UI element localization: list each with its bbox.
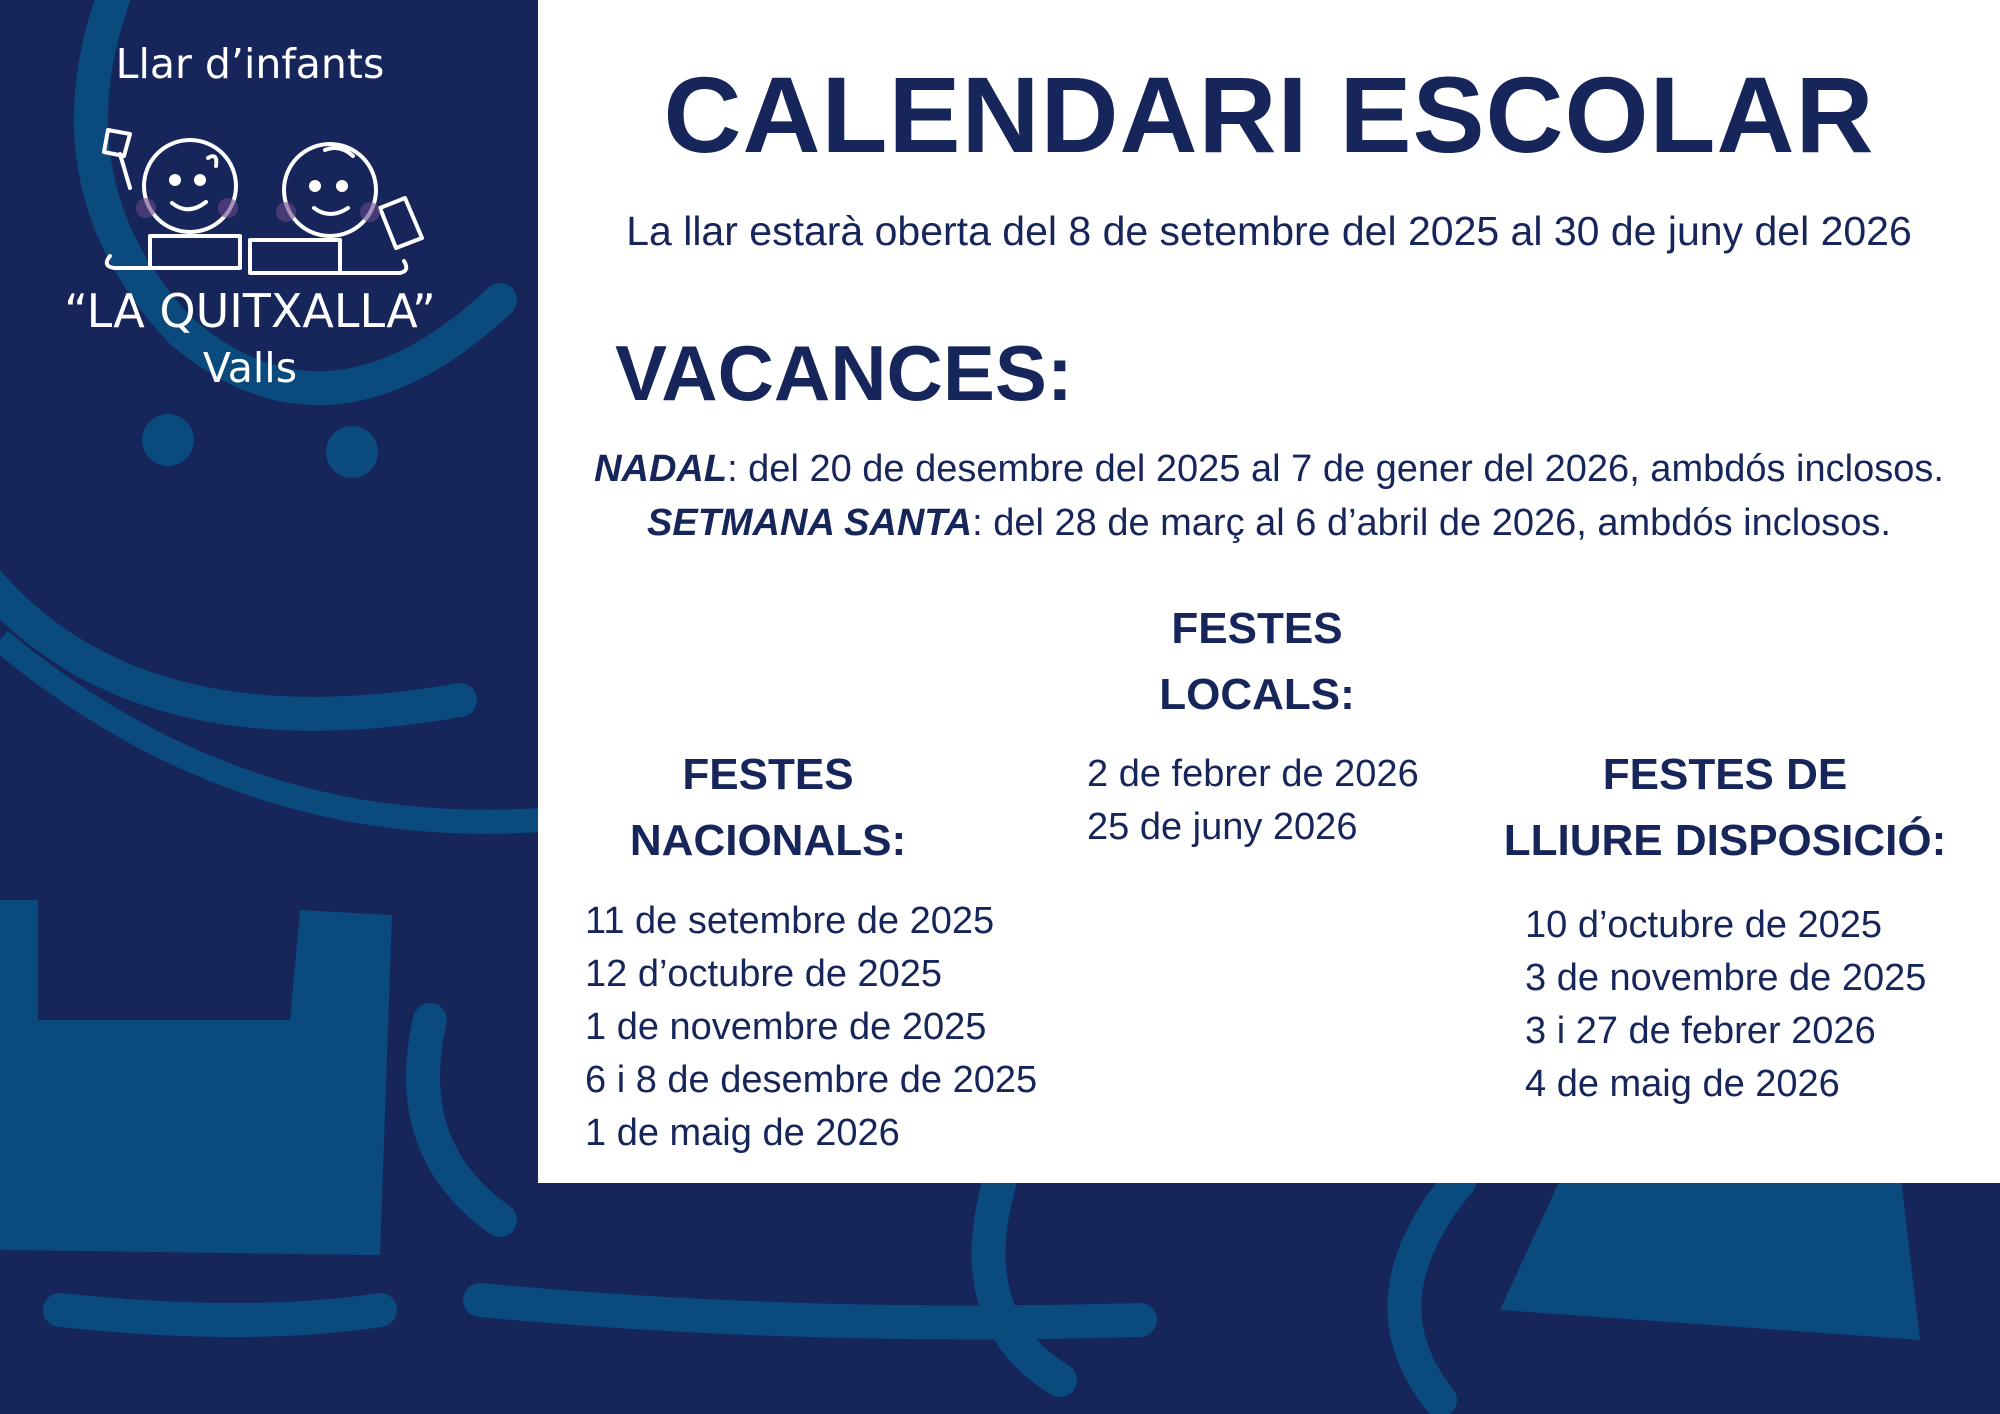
page-title: CALENDARI ESCOLAR [663, 54, 1875, 175]
heading-line: FESTES [1171, 604, 1343, 653]
logo-subtitle: Llar d’infants [115, 40, 385, 88]
festes-nacionals-list [585, 895, 1037, 1160]
list-item: 12 d’octubre de 2025 [585, 953, 943, 995]
festes-nacionals-heading [568, 742, 968, 874]
festes-locals-list [1087, 748, 1419, 854]
list-item: 1 de maig de 2026 [585, 1112, 900, 1154]
festes-lliure-heading [1470, 742, 1980, 874]
festes-locals-heading [1057, 596, 1457, 728]
vacances-line-setmana-santa [538, 502, 2000, 545]
list-item: 10 d’octubre de 2025 [1525, 904, 1883, 946]
page-subtitle: La llar estarà oberta del 8 de setembre del 2025 al 30 de juny del 2026 [626, 208, 1912, 254]
heading-line: LOCALS: [1159, 670, 1355, 719]
heading-line: FESTES DE [1602, 750, 1848, 799]
vacances-heading: VACANCES: [615, 329, 1073, 417]
two-babies-drawing-icon [100, 128, 430, 280]
heading-line: NACIONALS: [629, 816, 907, 865]
heading-line: LLIURE DISPOSICIÓ: [1503, 816, 1947, 865]
heading-line: FESTES [682, 750, 854, 799]
list-item: 25 de juny 2026 [1087, 806, 1358, 848]
list-item: 4 de maig de 2026 [1525, 1063, 1840, 1105]
logo-name: “LA QUITXALLA” [64, 284, 436, 338]
festes-lliure-list [1525, 899, 1926, 1111]
list-item: 2 de febrer de 2026 [1087, 753, 1419, 795]
list-item: 6 i 8 de desembre de 2025 [585, 1059, 1038, 1101]
vacances-line-nadal [538, 448, 2000, 491]
vacances-label: NADAL [594, 448, 728, 490]
logo-city: Valls [202, 344, 298, 392]
list-item: 11 de setembre de 2025 [585, 900, 995, 942]
list-item: 1 de novembre de 2025 [585, 1006, 987, 1048]
list-item: 3 i 27 de febrer 2026 [1525, 1010, 1876, 1052]
vacances-label: SETMANA SANTA [647, 502, 973, 544]
list-item: 3 de novembre de 2025 [1525, 957, 1927, 999]
vacances-text: : del 28 de març al 6 d’abril de 2026, ambdós inclosos. [972, 502, 1891, 544]
vacances-text: : del 20 de desembre del 2025 al 7 de gener del 2026, ambdós inclosos. [727, 448, 1944, 490]
